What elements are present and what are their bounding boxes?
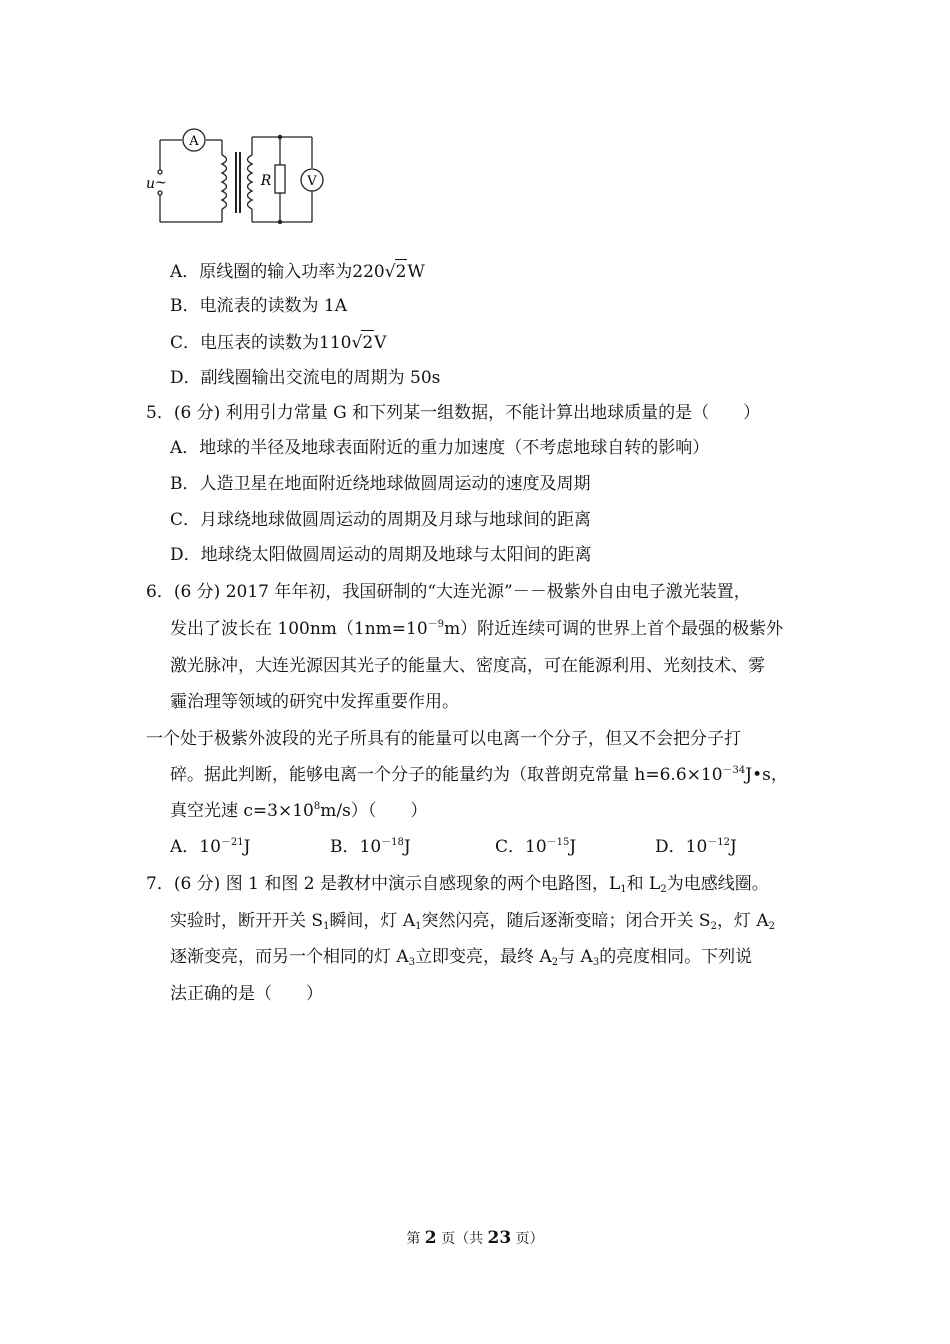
- transformer-circuit-diagram: [140, 125, 340, 230]
- q6-option-b: B．$10^{-18}J$: [330, 837, 411, 857]
- q6-line-3: 激光脉冲，大连光源因其光子的能量大、密度高，可在能源利用、光刻技术、雾: [170, 656, 765, 676]
- total-pages: 23: [487, 1228, 512, 1248]
- q5-option-d: D．地球绕太阳做圆周运动的周期及地球与太阳间的距离: [170, 545, 592, 565]
- q5-stem: 5．(6 分) 利用引力常量 G 和下列某一组数据，不能计算出地球质量的是（ ）: [146, 403, 761, 423]
- source-voltage-label: u: [146, 176, 156, 192]
- q6-option-c: C．$10^{-15}J$: [495, 837, 577, 857]
- q6-line-6: 碎。据此判断，能够电离一个分子的能量约为（取普朗克常量 $h=6.6\times 10^{-34}J•s$，: [170, 765, 788, 785]
- sqrt-symbol: √2: [351, 330, 374, 355]
- resistor-label: R: [260, 173, 272, 189]
- q7-line-4: 法正确的是（ ）: [170, 984, 323, 1004]
- q7-line-3: 逐渐变亮，而另一个相同的灯 $A_3$立即变亮，最终 $A_2$与 $A_3$的亮度相同。下列说: [170, 947, 753, 968]
- q5-option-a: A．地球的半径及地球表面附近的重力加速度（不考虑地球自转的影响）: [170, 438, 710, 458]
- page-number: 2: [424, 1228, 437, 1248]
- q7-line-2: 实验时，断开开关 $S_1$瞬间，灯 $A_1$突然闪亮，随后逐渐变暗；闭合开关 $S_2$，灯 $A_2$: [170, 911, 775, 932]
- q6-line-5: 一个处于极紫外波段的光子所具有的能量可以电离一个分子，但又不会把分子打: [146, 729, 741, 749]
- q4-option-b: B．电流表的读数为 1A: [170, 296, 347, 316]
- q6-option-a: A．$10^{-21}J$: [170, 837, 251, 857]
- q5-option-c: C．月球绕地球做圆周运动的周期及月球与地球间的距离: [170, 510, 592, 530]
- q6-line-1: 6．(6 分) 2017 年年初，我国研制的“大连光源”－－极紫外自由电子激光装置，: [146, 582, 751, 602]
- sqrt-symbol: √2: [385, 259, 408, 284]
- ammeter-label: A: [189, 134, 199, 149]
- voltmeter-label: V: [307, 174, 317, 189]
- ac-source-symbol: ~: [155, 175, 167, 191]
- q6-line-4: 霾治理等领域的研究中发挥重要作用。: [170, 692, 459, 712]
- q5-option-b: B．人造卫星在地面附近绕地球做圆周运动的速度及周期: [170, 474, 591, 494]
- q4-option-a: A．原线圈的输入功率为220√2W: [170, 259, 425, 284]
- q6-option-d: D．$10^{-12}J$: [655, 837, 737, 857]
- q4-option-c: C．电压表的读数为110√2V: [170, 330, 386, 355]
- page-footer: 第 2 页（共 23 页）: [406, 1228, 544, 1248]
- q7-line-1: 7．(6 分) 图 1 和图 2 是教材中演示自感现象的两个电路图，$L_1$和 $L_2$为电感线圈。: [146, 874, 769, 895]
- q6-line-2: 发出了波长在 $100nm(1nm=10^{-9}m)$附近连续可调的世界上首个最强的极紫外: [170, 619, 784, 639]
- q6-line-7: 真空光速 $c=3\times 10^8m/s$）（ ）: [170, 801, 428, 821]
- q4-option-d: D．副线圈输出交流电的周期为 50s: [170, 368, 441, 388]
